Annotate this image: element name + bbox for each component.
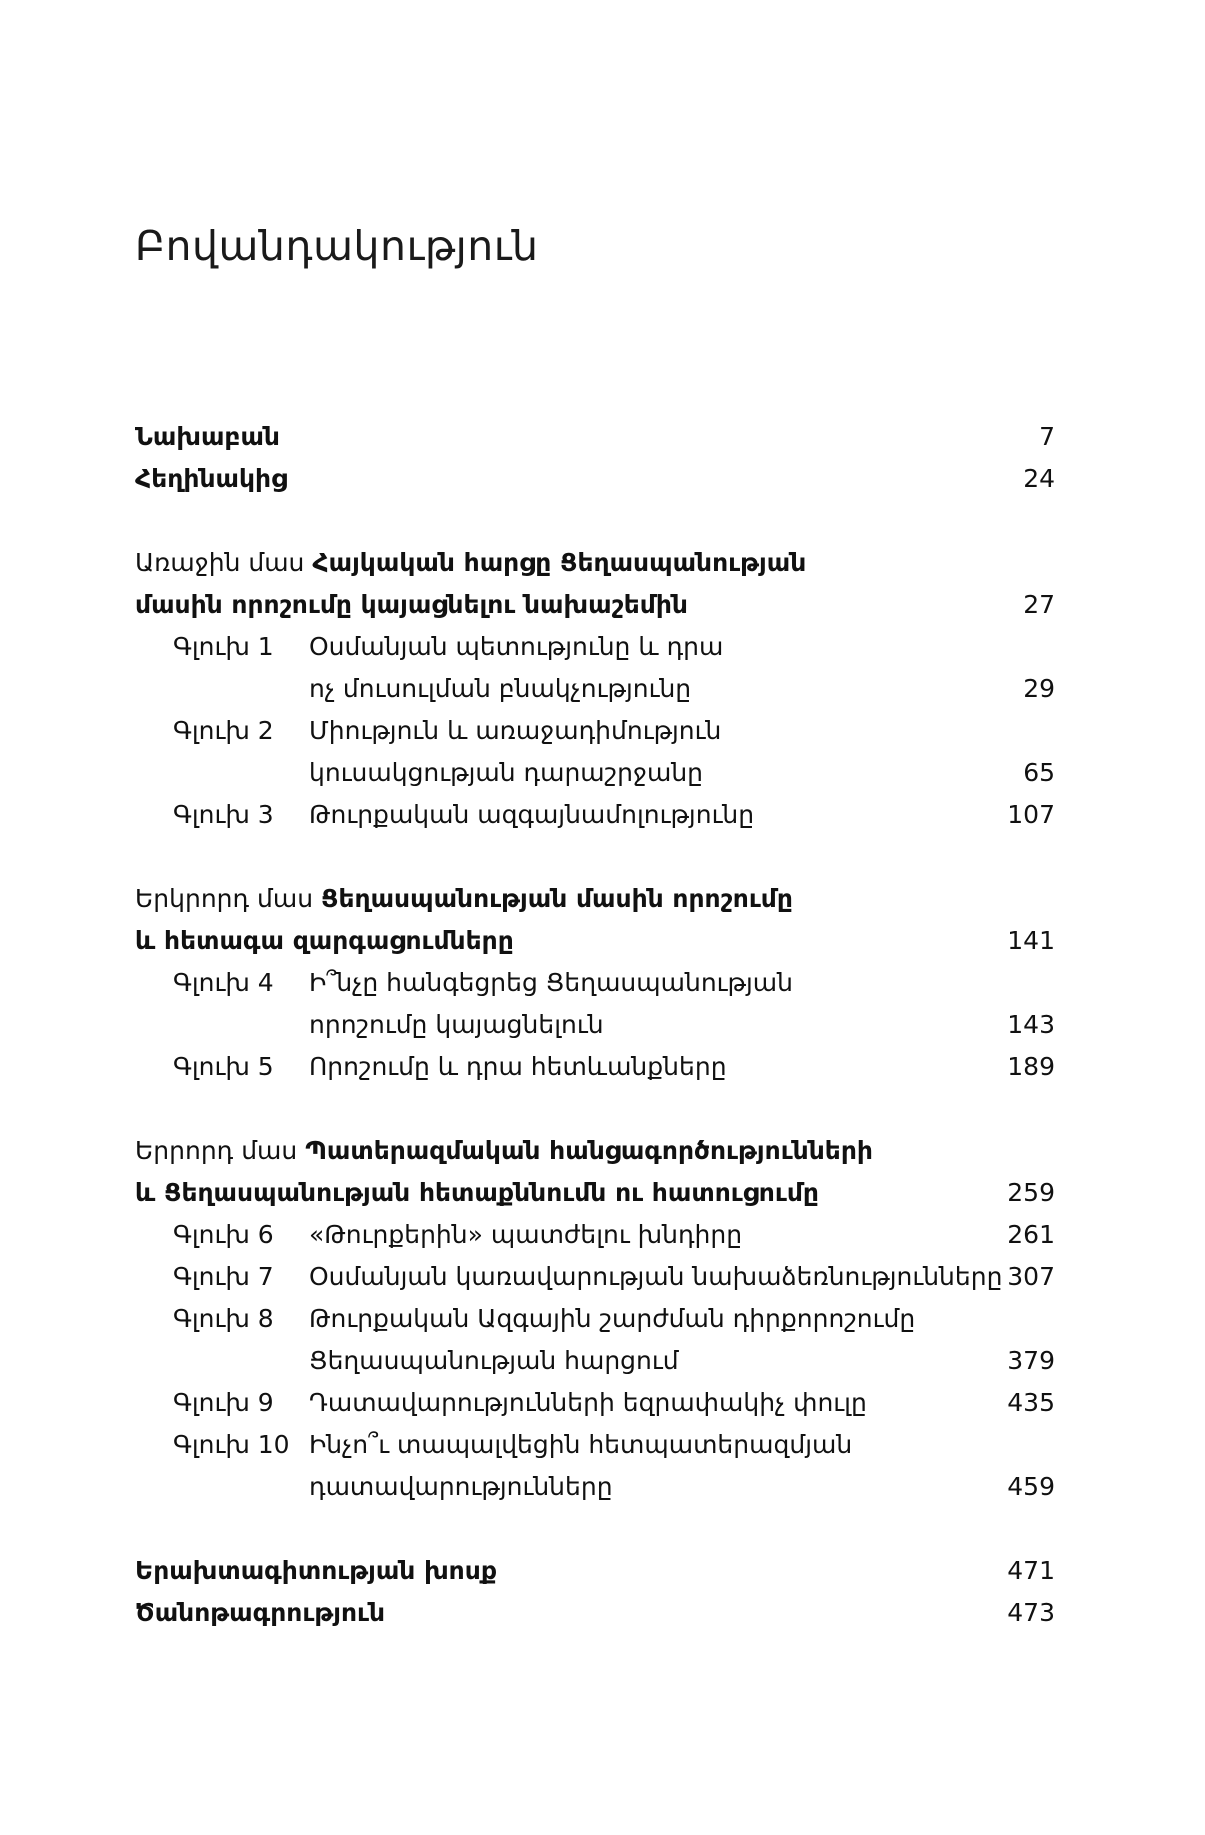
- entry-page: 261: [1007, 1220, 1055, 1249]
- chapter-title: Օսմանյան կառավարության նախաձեռնությունները: [309, 1262, 1003, 1291]
- toc-entry-notes: [135, 1592, 1055, 1634]
- part-title: Պատերազմական հանցագործությունների: [305, 1136, 873, 1165]
- chapter-title: Օսմանյան պետությունը և դրա: [309, 632, 724, 661]
- part-title-cont: մասին որոշումը կայացնելու նախաշեմին: [135, 590, 688, 619]
- part-heading-text: [135, 1130, 873, 1172]
- page-title: Բովանդակություն: [135, 222, 539, 270]
- entry-page: 7: [1039, 422, 1055, 451]
- chapter-number: Գլուխ 3: [173, 800, 274, 829]
- part-2-heading-cont: [135, 920, 1055, 962]
- entry-page: 379: [1007, 1346, 1055, 1375]
- entry-page: 143: [1007, 1010, 1055, 1039]
- entry-page: 435: [1007, 1388, 1055, 1417]
- chapter-title: Դատավարությունների եզրափակիչ փուլը: [309, 1388, 867, 1417]
- part-prefix: Առաջին մաս: [135, 548, 305, 577]
- entry-label: Հեղինակից: [135, 464, 288, 493]
- part-3-heading-cont: [135, 1172, 1055, 1214]
- part-1-heading: [135, 542, 1055, 584]
- chapter-4: [135, 962, 1055, 1004]
- chapter-title-cont: որոշումը կայացնելուն: [309, 1010, 604, 1039]
- chapter-title: Միություն և առաջադիմություն: [309, 716, 722, 745]
- entry-page: 473: [1007, 1598, 1055, 1627]
- entry-page: 459: [1007, 1472, 1055, 1501]
- chapter-number: Գլուխ 4: [173, 968, 274, 997]
- chapter-5: [135, 1046, 1055, 1088]
- toc-entry-preface: [135, 416, 1055, 458]
- part-title-cont: և Ցեղասպանության հետաքննումն ու հատուցումը: [135, 1178, 819, 1207]
- entry-page: 29: [1023, 674, 1055, 703]
- entry-label: Երախտագիտության խոսք: [135, 1556, 498, 1585]
- chapter-title: Թուրքական Ազգային շարժման դիրքորոշումը: [309, 1304, 916, 1333]
- chapter-number: Գլուխ 9: [173, 1388, 274, 1417]
- part-3-heading: [135, 1130, 1055, 1172]
- chapter-1-cont: [135, 668, 1055, 710]
- chapter-title: Թուրքական ազգայնամոլությունը: [309, 800, 755, 829]
- part-prefix: Երկրորդ մաս: [135, 884, 314, 913]
- chapter-8-cont: [135, 1340, 1055, 1382]
- chapter-8: [135, 1298, 1055, 1340]
- part-1-heading-cont: [135, 584, 1055, 626]
- entry-page: 471: [1007, 1556, 1055, 1585]
- part-title: Ցեղասպանության մասին որոշումը: [321, 884, 793, 913]
- part-heading-text: [135, 542, 806, 584]
- chapter-7: [135, 1256, 1055, 1298]
- entry-page: 189: [1007, 1052, 1055, 1081]
- chapter-title: Ինչո՞ւ տապալվեցին հետպատերազմյան: [309, 1430, 853, 1459]
- chapter-number: Գլուխ 6: [173, 1220, 274, 1249]
- part-title: Հայկական հարցը Ցեղասպանության: [312, 548, 807, 577]
- entry-page: 24: [1023, 464, 1055, 493]
- chapter-number: Գլուխ 1: [173, 632, 274, 661]
- part-title-cont: և հետագա զարգացումները: [135, 926, 514, 955]
- entry-page: 107: [1007, 800, 1055, 829]
- part-2-heading: [135, 878, 1055, 920]
- chapter-1: [135, 626, 1055, 668]
- chapter-10-cont: [135, 1466, 1055, 1508]
- entry-page: 141: [1007, 926, 1055, 955]
- chapter-4-cont: [135, 1004, 1055, 1046]
- chapter-title-cont: դատավարությունները: [309, 1472, 613, 1501]
- chapter-number: Գլուխ 7: [173, 1262, 274, 1291]
- entry-label: Նախաբան: [135, 422, 280, 451]
- chapter-10: [135, 1424, 1055, 1466]
- chapter-title: Որոշումը և դրա հետևանքները: [309, 1052, 727, 1081]
- chapter-title-cont: կուսակցության դարաշրջանը: [309, 758, 704, 787]
- entry-label: Ծանոթագրություն: [135, 1598, 386, 1627]
- chapter-title-cont: Ցեղասպանության հարցում: [309, 1346, 679, 1375]
- chapter-number: Գլուխ 2: [173, 716, 274, 745]
- chapter-title-cont: ոչ մուսուլման բնակչությունը: [309, 674, 692, 703]
- chapter-9: [135, 1382, 1055, 1424]
- part-prefix: Երրորդ մաս: [135, 1136, 298, 1165]
- chapter-title: «Թուրքերին» պատժելու խնդիրը: [309, 1220, 743, 1249]
- toc-entry-acknowledgments: [135, 1550, 1055, 1592]
- chapter-number: Գլուխ 5: [173, 1052, 274, 1081]
- chapter-title: Ի՞նչը հանգեցրեց Ցեղասպանության: [309, 968, 793, 997]
- entry-page: 27: [1023, 590, 1055, 619]
- chapter-2-cont: [135, 752, 1055, 794]
- entry-page: 259: [1007, 1178, 1055, 1207]
- chapter-number: Գլուխ 8: [173, 1304, 274, 1333]
- entry-page: 307: [1007, 1262, 1055, 1291]
- chapter-6: [135, 1214, 1055, 1256]
- toc-entry-author: [135, 458, 1055, 500]
- chapter-3: [135, 794, 1055, 836]
- chapter-number: Գլուխ 10: [173, 1430, 290, 1459]
- part-heading-text: [135, 878, 793, 920]
- chapter-2: [135, 710, 1055, 752]
- entry-page: 65: [1023, 758, 1055, 787]
